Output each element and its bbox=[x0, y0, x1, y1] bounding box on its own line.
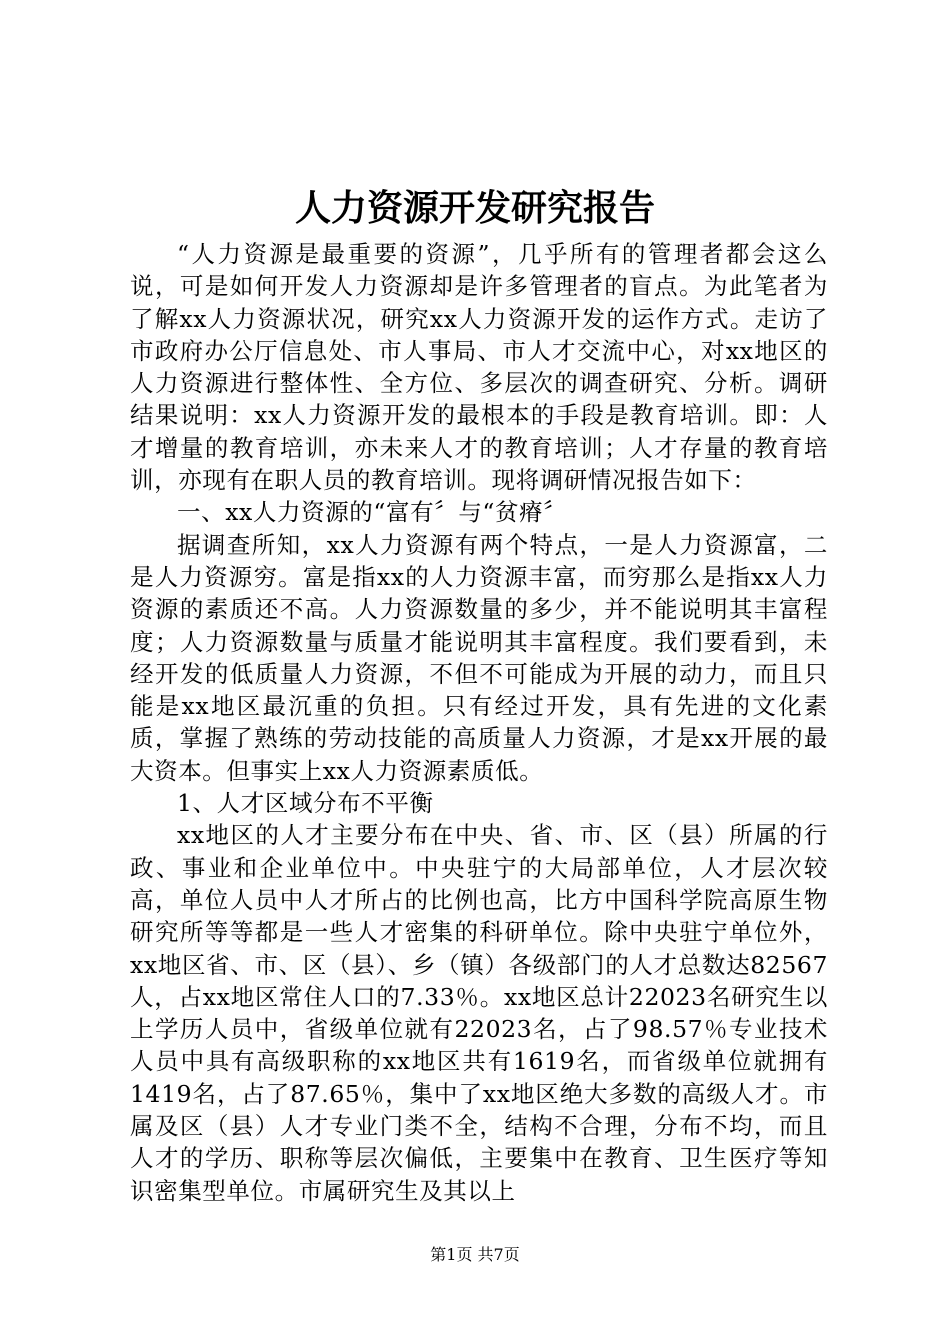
paragraph-subsection-1: xx地区的人才主要分布在中央、省、市、区（县）所属的行政、事业和企业单位中。中央驻宁的大局部单位，人才层次较高，单位人员中人才所占的比例也高，比方中国科学院高原生物研究所等等都是一些人才密集的科研单位。除中央驻宁单位外，xx地区省、市、区（县）、乡（镇）各级部门的人才总数达82567人，占xx地区常住人口的7.33％。xx地区总计22023名研究生以上学历人员中，省级单位就有22023名，占了98.57％专业技术人员中具有高级职称的xx地区共有1619名，而省级单位就拥有1419名，占了87.65％，集中了xx地区绝大多数的高级人才。市属及区（县）人才专业门类不全，结构不合理，分布不均，而且人才的学历、职称等层次偏低，主要集中在教育、卫生医疗等知识密集型单位。市属研究生及其以上 bbox=[130, 821, 828, 1205]
section-heading-1: 一、xx人力资源的“富有〞与“贫瘠〞 bbox=[177, 498, 568, 527]
document-body bbox=[130, 238, 828, 1207]
document-title: 人力资源开发研究报告 bbox=[294, 187, 655, 229]
paragraph-intro: “人力资源是最重要的资源”，几乎所有的管理者都会这么说，可是如何开发人力资源却是许多管理者的盲点。为此笔者为了解xx人力资源状况，研究xx人力资源开发的运作方式。走访了市政府办公厅信息处、市人事局、市人才交流中心，对xx地区的人力资源进行整体性、全方位、多层次的调查研究、分析。调研结果说明：xx人力资源开发的最根本的手段是教育培训。即：人才增量的教育培训，亦未来人才的教育培训；人才存量的教育培训，亦现有在职人员的教育培训。现将调研情况报告如下： bbox=[130, 240, 828, 495]
paragraph-section-1: 据调查所知，xx人力资源有两个特点，一是人力资源富，二是人力资源穷。富是指xx的人力资源丰富，而穷那么是指xx人力资源的素质还不高。人力资源数量的多少，并不能说明其丰富程度；人力资源数量与质量才能说明其丰富程度。我们要看到，未经开发的低质量人力资源，不但不可能成为开展的动力，而且只能是xx地区最沉重的负担。只有经过开发，具有先进的文化素质，掌握了熟练的劳动技能的高质量人力资源，才是xx开展的最大资本。但事实上xx人力资源素质低。 bbox=[130, 530, 828, 785]
subsection-heading-1: 1、人才区域分布不平衡 bbox=[177, 789, 434, 818]
page-footer: 第1页 共7页 bbox=[430, 1245, 520, 1264]
